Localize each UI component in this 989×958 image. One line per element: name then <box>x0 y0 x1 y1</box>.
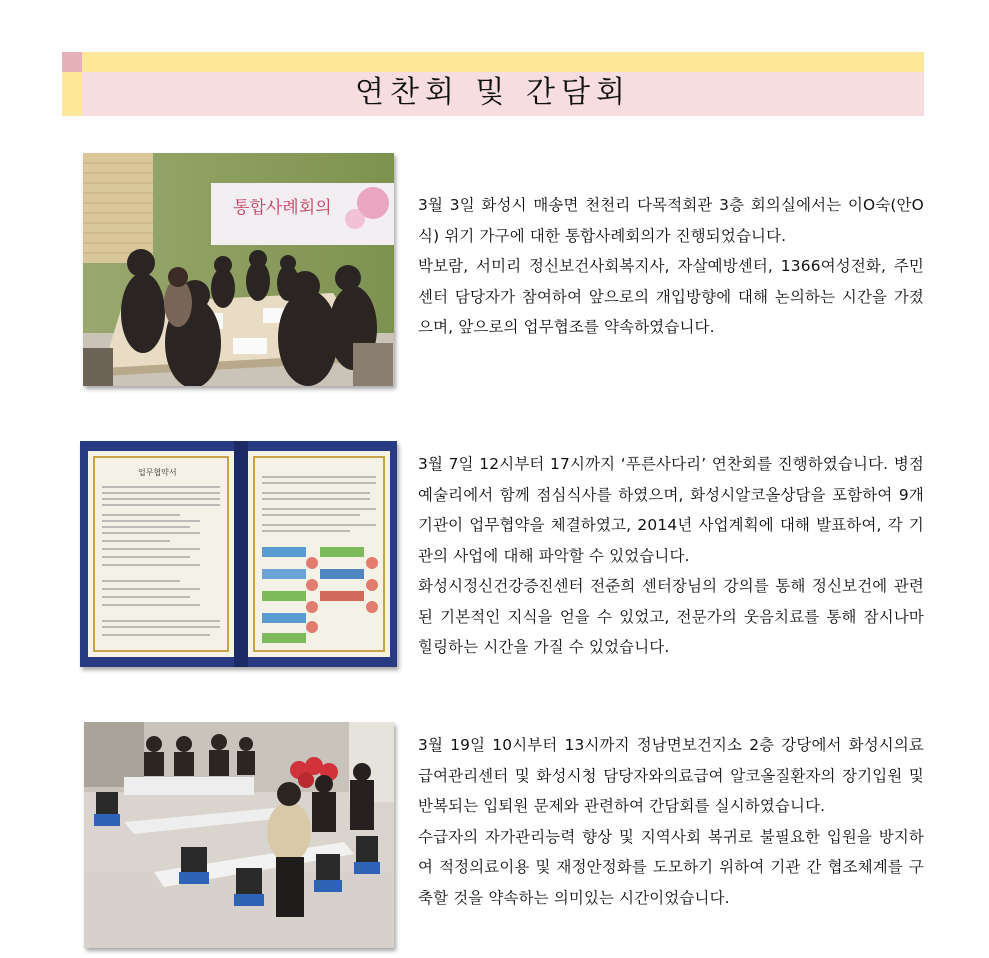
conference-photo <box>84 722 394 948</box>
section1-paragraph-1: 3월 3일 화성시 매송면 천천리 다목적회관 3층 회의실에서는 이O숙(안O식) 위기 가구에 대한 통합사례회의가 진행되었습니다. <box>418 196 924 245</box>
section2-paragraph-2: 화성시정신건강증진센터 전준희 센터장님의 강의를 통해 정신보건에 관련된 기본적인 지식을 얻을 수 있었고, 전문가의 웃음치료를 통해 잠시나마 힐링하는 시간을 가질 수 있었습니다. <box>418 577 924 656</box>
title-banner <box>62 52 924 116</box>
section2-text <box>418 449 924 663</box>
section1-paragraph-2: 박보람, 서미리 정신보건사회복지사, 자살예방센터, 1366여성전화, 주민센터 담당자가 참여하여 앞으로의 개입방향에 대해 논의하는 시간을 가졌으며, 앞으로의 업무협조를 약속하였습니다. <box>418 257 924 336</box>
section3-paragraph-1: 3월 19일 10시부터 13시까지 정남면보건지소 2층 강당에서 화성시의료급여관리센터 및 화성시청 담당자와의료급여 알코올질환자의 장기입원 및 반복되는 입퇴원 문제와 관련하여 간담회를 실시하였습니다. <box>418 736 924 815</box>
section1-text <box>418 190 924 343</box>
section2-paragraph-1: 3월 7일 12시부터 17시까지 ‘푸른사다리’ 연찬회를 진행하였습니다. 병점 예술리에서 함께 점심식사를 하였으며, 화성시알코올상담을 포함하여 9개 기관이 업무협약을 체결하였고, 2014년 사업계획에 대해 발표하여, 각 기관의 사업에 대해 파악할 수 있었습니다. <box>418 455 924 565</box>
page-title: 연찬회 및 간담회 <box>355 75 631 110</box>
document-title: 업무협약서 <box>138 468 177 477</box>
section3-text <box>418 730 924 913</box>
agreement-document-photo <box>80 441 397 667</box>
banner-corner-square <box>62 52 82 72</box>
case-meeting-photo-drawing <box>83 153 394 386</box>
wall-banner-text: 통합사례회의 <box>233 198 332 218</box>
agreement-document-photo-drawing <box>80 441 397 667</box>
conference-photo-drawing <box>84 722 394 948</box>
case-meeting-photo <box>83 153 394 386</box>
banner-top-strip <box>82 52 924 72</box>
section3-paragraph-2: 수급자의 자가관리능력 향상 및 지역사회 복귀로 불필요한 입원을 방지하여 적정의료이용 및 재정안정화를 도모하기 위하여 기관 간 협조체계를 구축할 것을 약속하는 의미있는 시간이었습니다. <box>418 827 924 907</box>
